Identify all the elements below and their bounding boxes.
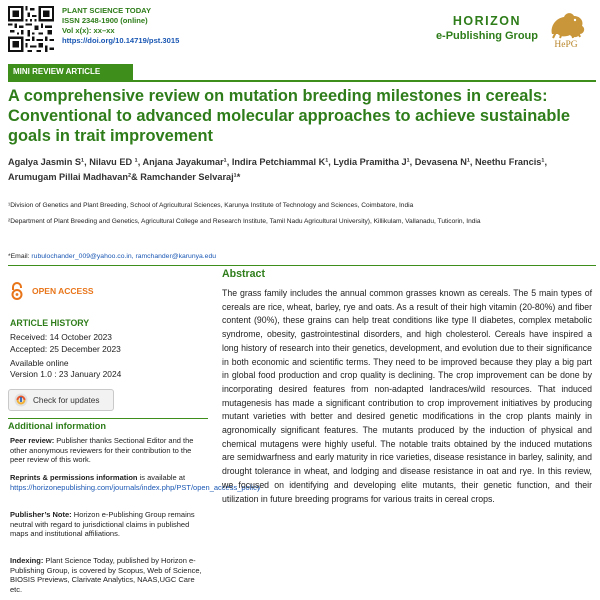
publisher-note-text: Horizon e-Publishing Group remains neutral with regard to jurisdictional claims in published maps and institutional affiliations. xyxy=(10,510,195,539)
email-links[interactable]: rubulochander_009@yahoo.co.in, ramchander@karunya.edu xyxy=(31,253,217,260)
header-divider xyxy=(8,80,596,82)
publisher-note-label: Publisher’s Note: xyxy=(10,510,72,519)
affiliation-2: ²Department of Plant Breeding and Genetics, Agricultural College and Research Institute, Tamil Nadu Agricultural University), Killikulam, Vallanadu, Tuticorin, India xyxy=(8,218,481,225)
journal-name: PLANT SCIENCE TODAY xyxy=(62,6,152,15)
author-list: Agalya Jasmin S¹, Nilavu ED ¹, Anjana Jayakumar¹, Indira Petchiammal K¹, Lydia Pramitha J¹, Devasena N¹, Neethu Francis¹, Arumugam Pillai Madhavan²& Ramchander Selvaraj¹* xyxy=(8,157,548,182)
email-label: *Email: xyxy=(8,253,32,260)
publisher-line1: HORIZON xyxy=(452,14,522,28)
open-access-label: OPEN ACCESS xyxy=(32,286,94,296)
section-divider xyxy=(8,265,596,266)
open-lock-icon xyxy=(10,282,24,300)
publisher-note xyxy=(10,510,208,539)
article-title: A comprehensive review on mutation breeding milestones in cereals: Conventional to advanced molecular approaches to achieve sustainable goals in trait improvement xyxy=(8,87,571,145)
corresponding-email xyxy=(8,253,216,260)
article-history-heading: ARTICLE HISTORY xyxy=(10,318,90,328)
peer-review-note xyxy=(10,436,208,465)
version-date: Version 1.0 : 23 January 2024 xyxy=(10,369,122,379)
journal-info xyxy=(62,6,179,46)
permissions-label: Reprints & permissions information xyxy=(10,473,138,482)
doi-link[interactable]: https://doi.org/10.14719/pst.3015 xyxy=(62,36,180,45)
abstract-body: The grass family includes the annual common grasses known as cereals. The 5 main types of cereals are rice, wheat, barley, rye and oats. As a result of their high vitamin (20-80%) and fiber content (90%), these grains can help treat conditions like type II diabetes, complex metabolic syndrome, obesity, gastrointestinal disorders, and high cholesterol. Cereals have inspired a long history of research into their genetics, development, and evolution due to their significance in both economic and scientific terms. They need to be improved because they play a big part in global food production and crop quality is declining. The crop improvement can be done by incorporating desired features from non-adapted landraces/wild resources. That induced mutagenesis has made a significant contribution to crop improvement initiatives by producing mutant varieties with better and desired genetic modifications in the crop plants mainly in agronomically significant features. The mutants produced by the induction of physical and chemical mutagens were highly useful. The notable traits obtained by the induced mutations are semidwarfness and early maturity in rice varieties, disease resistance in barley, salinity, and drought tolerance in wheat, and lodging and disease resistance in oat and rye. In this review, we focused on identifying and developing elite mutants, their genetic function, and their utilization in future breeding programs for various traits in cereal crops. xyxy=(222,288,592,504)
permissions-text: is available at xyxy=(137,473,186,482)
open-access-badge xyxy=(10,282,94,300)
indexing-note xyxy=(10,556,208,594)
logo-text: HePG xyxy=(554,40,578,50)
permissions-note xyxy=(10,473,261,492)
publisher-logo xyxy=(542,8,590,56)
peer-review-label: Peer review: xyxy=(10,436,55,445)
available-online: Available online xyxy=(10,358,69,368)
publisher-line2: e-Publishing Group xyxy=(435,30,538,42)
qr-code xyxy=(8,6,54,52)
publisher-name xyxy=(436,14,538,42)
updates-icon xyxy=(14,393,28,407)
peer-review-text: Publisher thanks Sectional Editor and the other anonymous reviewers for their contribution to the peer review of this work. xyxy=(10,436,194,465)
indexing-text: Plant Science Today, published by Horizon e-Publishing Group, is covered by Scopus, Web of Science, BIOSIS Previews, Clarivate Analytics, NAAS,UGC Care etc. xyxy=(10,556,202,594)
journal-volume: Vol x(x): xx–xx xyxy=(62,26,115,35)
additional-info-heading: Additional information xyxy=(8,421,106,431)
accepted-date: Accepted: 25 December 2023 xyxy=(10,344,121,354)
check-for-updates-button[interactable] xyxy=(8,389,114,411)
check-updates-label: Check for updates xyxy=(33,395,100,405)
journal-issn: ISSN 2348-1900 (online) xyxy=(62,16,148,25)
received-date: Received: 14 October 2023 xyxy=(10,332,112,342)
indexing-label: Indexing: xyxy=(10,556,44,565)
permissions-link[interactable]: https://horizonepublishing.com/journals/index.php/PST/open_access_policy xyxy=(10,482,261,492)
abstract-heading: Abstract xyxy=(222,268,265,280)
article-type-badge: MINI REVIEW ARTICLE xyxy=(8,64,133,80)
additional-divider xyxy=(8,418,208,419)
affiliation-1: ¹Division of Genetics and Plant Breeding, School of Agricultural Sciences, Karunya Institute of Technology and Sciences, Coimbatore, India xyxy=(8,202,414,209)
